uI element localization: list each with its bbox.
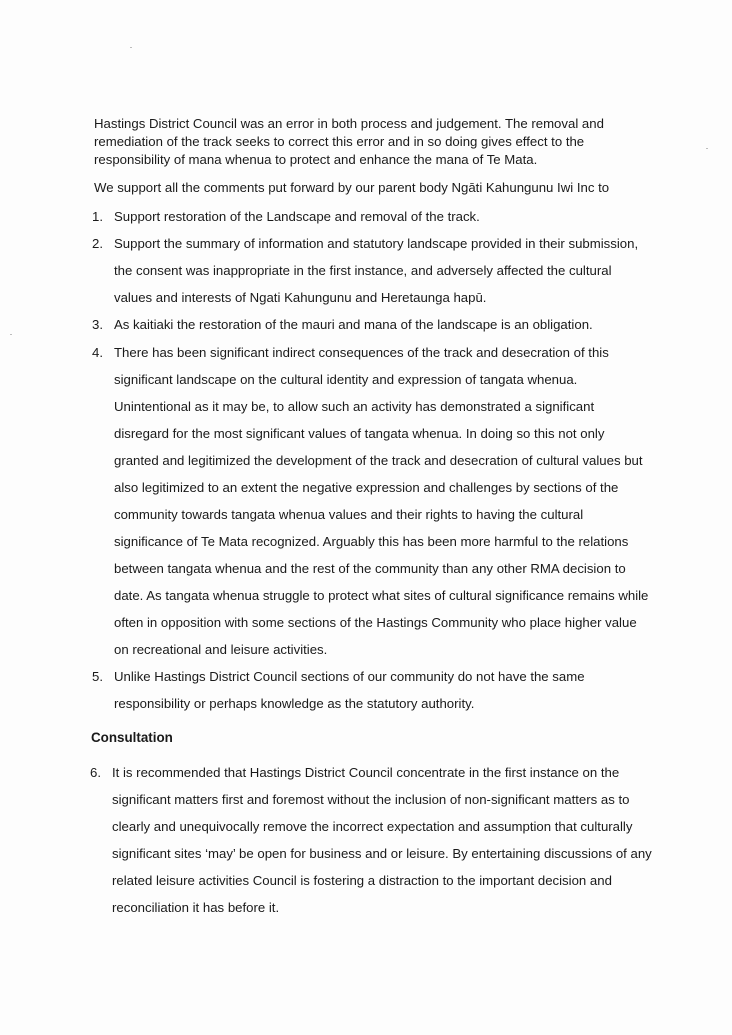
list-text: It is recommended that Hastings District Council concentrate in the first instance on the significant matters first and foremost without the inclusion of non-significant matters as to clearly and unequivocally remove the incorrect expectation and assumption that culturally significant sites ‘may’ be open for business and or leisure. By entertaining discussions of any related leisure activities Council is fostering a distraction to the important decision and reconciliation it has before it. <box>112 765 652 915</box>
scan-speck <box>10 334 12 335</box>
list-text: Unlike Hastings District Council sections of our community do not have the same responsibility or perhaps knowledge as the statutory authority. <box>114 669 585 711</box>
list-number: 2. <box>92 236 103 251</box>
list-text: Support restoration of the Landscape and removal of the track. <box>114 209 480 224</box>
scan-speck <box>130 47 132 48</box>
list-number: 6. <box>90 765 101 780</box>
support-paragraph: We support all the comments put forward by our parent body Ngāti Kahungunu Iwi Inc to <box>94 180 610 195</box>
list-number: 3. <box>92 317 103 332</box>
list-number: 1. <box>92 209 103 224</box>
intro-paragraph: Hastings District Council was an error in both process and judgement. The removal and remediation of the track seeks to correct this error and in so doing gives effect to the responsibility of mana whenua to protect and enhance the mana of Te Mata. <box>94 116 604 167</box>
list-text: There has been significant indirect consequences of the track and desecration of this significant landscape on the cultural identity and expression of tangata whenua. Unintentional as it may be, to allow such an activity has demonstrated a significant disregard for the most significant values of tangata whenua. In doing so this not only granted and legitimized the development of the track and desecration of cultural values but also legitimized to an extent the negative expression and challenges by sections of the community towards tangata whenua values and their rights to having the cultural significance of Te Mata recognized. Arguably this has been more harmful to the relations between tangata whenua and the rest of the community than any other RMA decision to date. As tangata whenua struggle to protect what sites of cultural significance remains while often in opposition with some sections of the Hastings Community who place higher value on recreational and leisure activities. <box>114 345 649 657</box>
list-number: 5. <box>92 669 103 684</box>
list-text: Support the summary of information and statutory landscape provided in their submission, the consent was inappropriate in the first instance, and adversely affected the cultural values and interests of Ngati Kahungunu and Heretaunga hapū. <box>114 236 639 305</box>
consultation-heading: Consultation <box>91 730 173 745</box>
scan-speck <box>706 148 708 149</box>
list-text: As kaitiaki the restoration of the mauri and mana of the landscape is an obligation. <box>114 317 593 332</box>
list-number: 4. <box>92 345 103 360</box>
